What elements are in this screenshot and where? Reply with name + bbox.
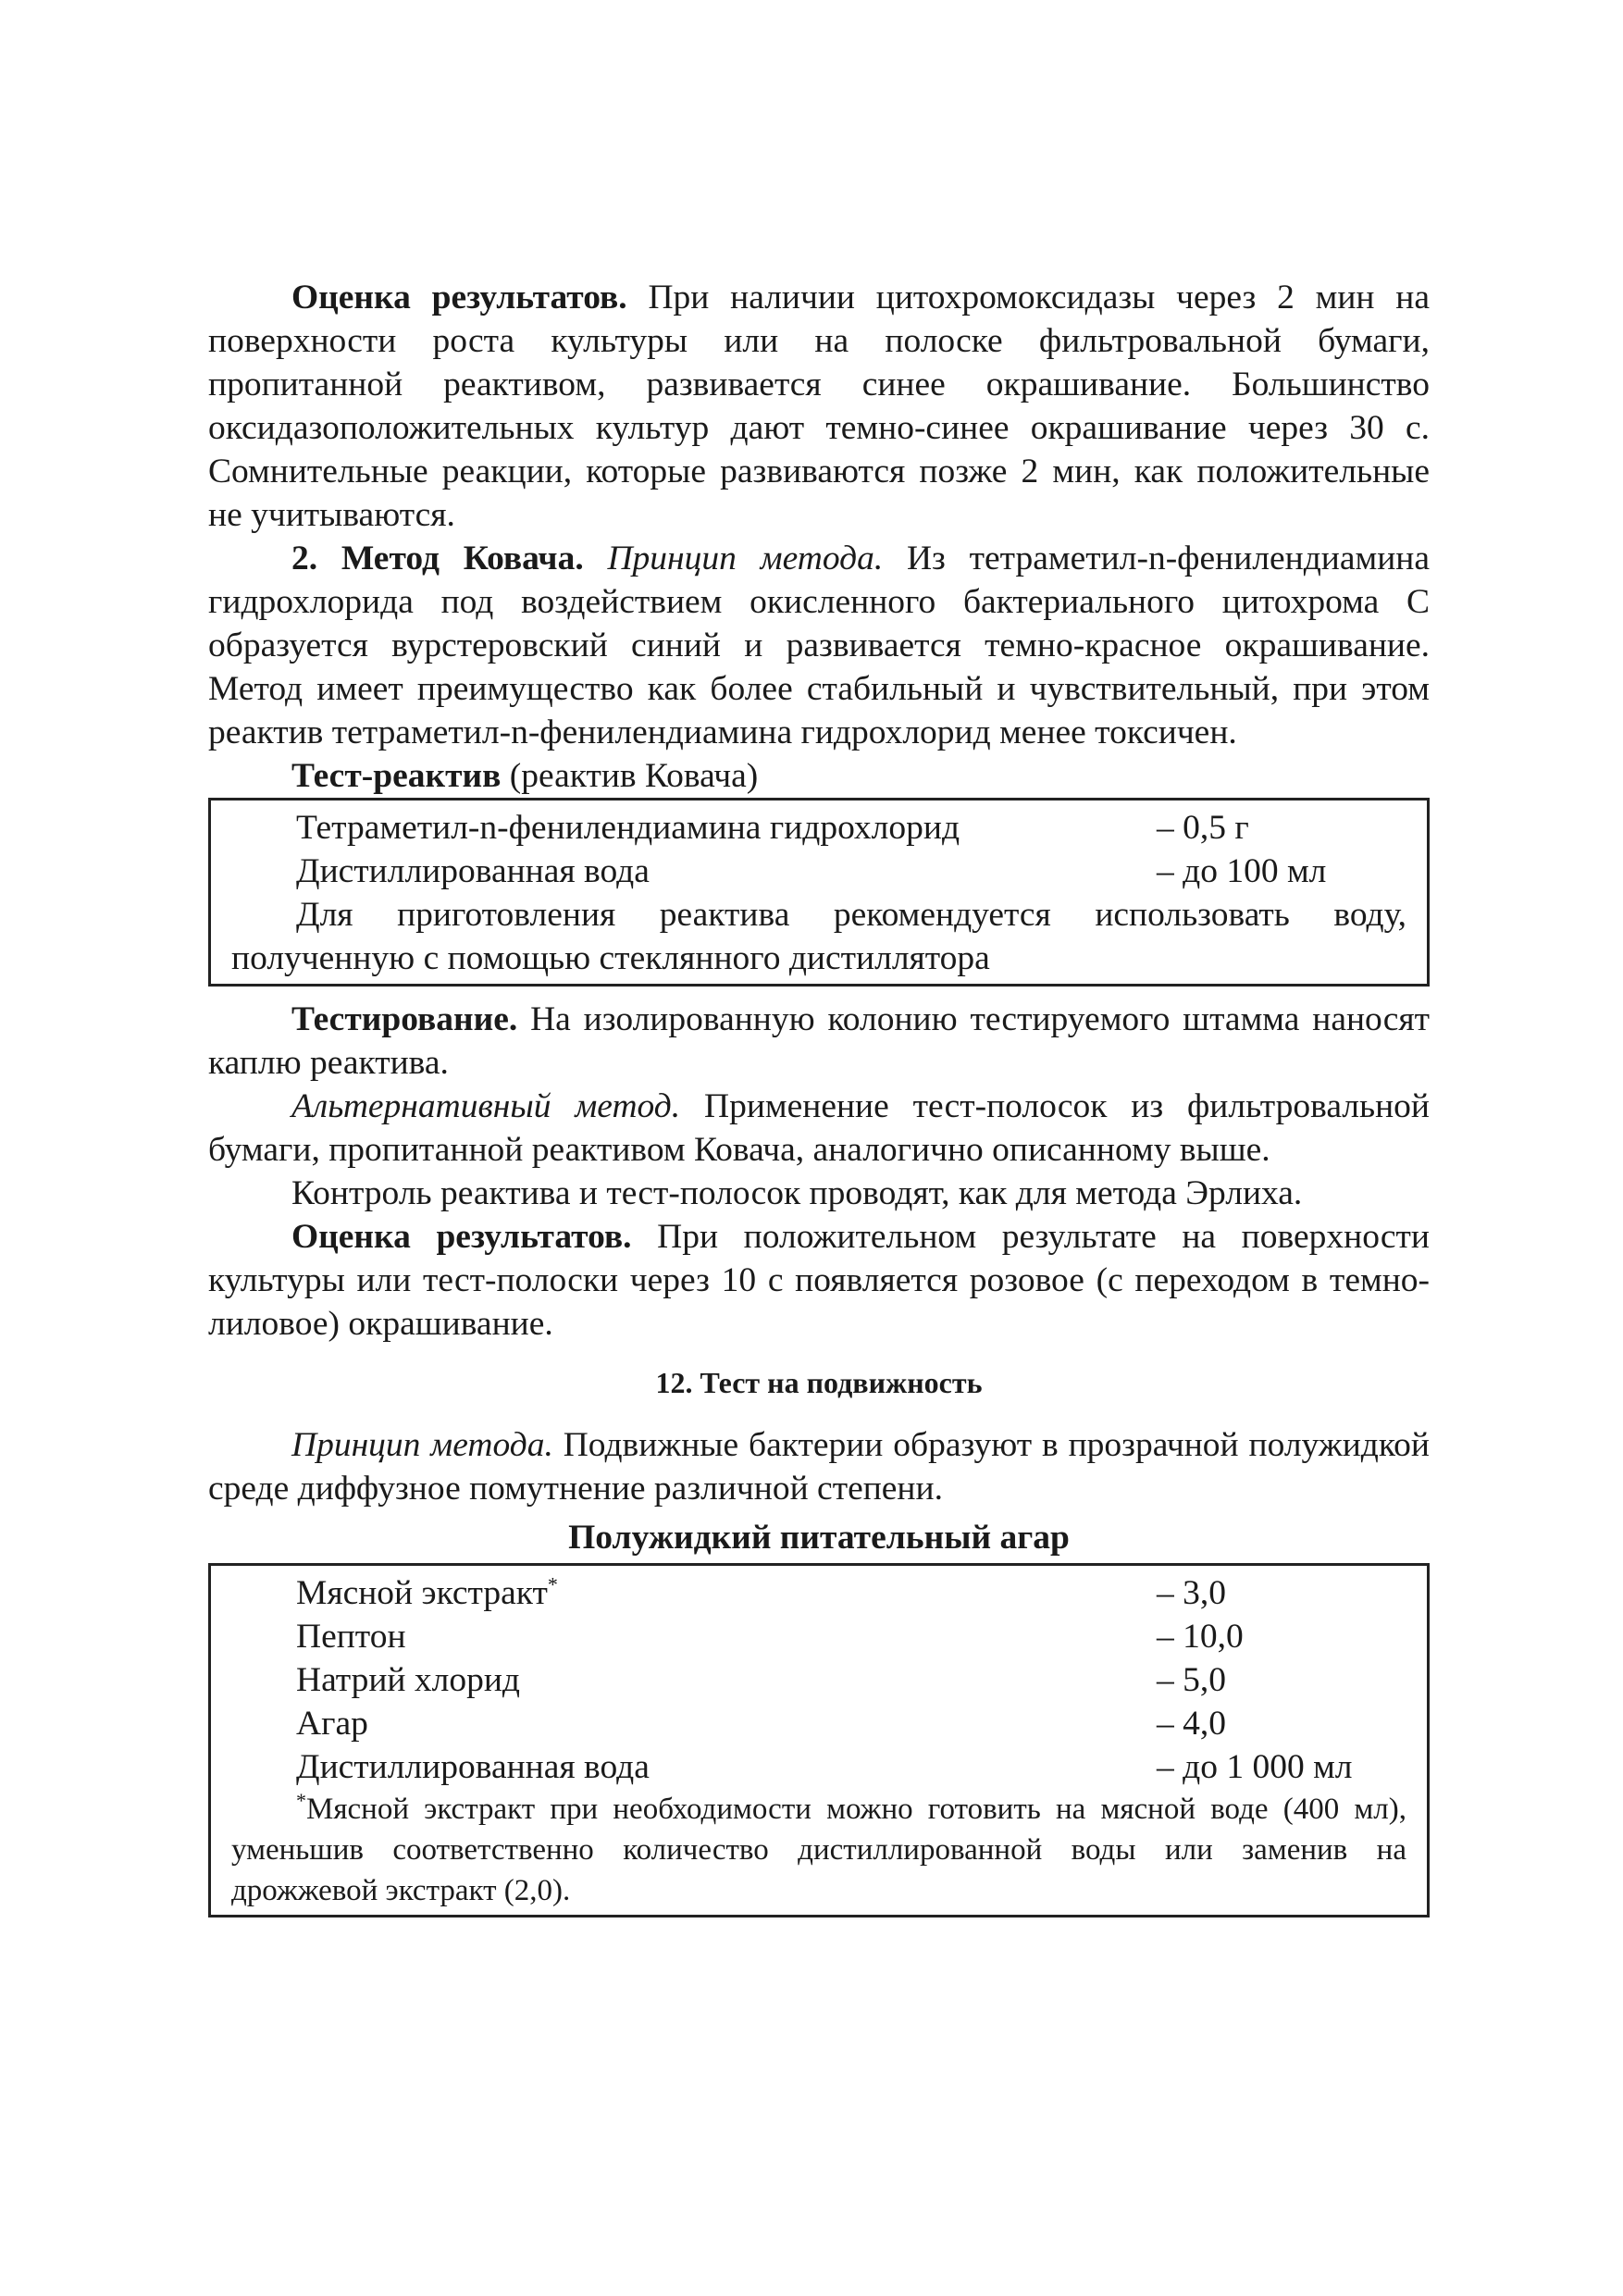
agar-row-name-text: Мясной экстракт	[296, 1574, 548, 1612]
paragraph-testing	[208, 998, 1430, 1085]
paragraph-italic: Принцип метода.	[583, 540, 884, 577]
footnote-mark: *	[296, 1789, 306, 1812]
paragraph-alternative	[208, 1085, 1430, 1172]
agar-title: Полужидкий питательный агар	[568, 1519, 1070, 1557]
section-title: 12. Тест на подвижность	[655, 1366, 983, 1399]
paragraph-control	[208, 1172, 1430, 1215]
paragraph-kovac-method	[208, 537, 1430, 754]
document-page	[208, 276, 1430, 1917]
agar-row-value: – до 1 000 мл	[1157, 1748, 1353, 1786]
reagent-heading-text: (реактив Ковача)	[501, 757, 759, 795]
reagent-row-value: – 0,5 г	[1157, 809, 1249, 847]
agar-row	[231, 1658, 1406, 1702]
reagent-row-name: Дистиллированная вода	[296, 852, 650, 890]
reagent-row	[231, 850, 1406, 893]
reagent-row	[231, 806, 1406, 850]
agar-row-value: – 4,0	[1157, 1705, 1226, 1743]
paragraph-italic: Альтернативный метод.	[291, 1087, 681, 1125]
agar-row	[231, 1571, 1406, 1615]
paragraph-motility-principle	[208, 1423, 1430, 1510]
reagent-note: Для приготовления реактива рекомендуется использовать воду, полученную с помощью стеклянного дистиллятора	[231, 896, 1406, 977]
agar-box	[208, 1563, 1430, 1917]
paragraph-text: При наличии цитохромоксидазы через 2 мин на поверхности роста культуры или на полоске фильтровальной бумаги, пропитанной реактивом, развивается синее окрашивание. Большинство оксидазоположительных культур дают темно-синее окрашивание через 30 с. Сомнительные реакции, которые развиваются позже 2 мин, как положительные не учитываются.	[208, 279, 1430, 534]
reagent-lead: Тест-реактив	[291, 757, 502, 795]
paragraph-italic: Принцип метода.	[291, 1426, 553, 1464]
reagent-row-name: Тетраметил-n-фенилендиамина гидрохлорид	[296, 809, 960, 847]
agar-row	[231, 1745, 1406, 1789]
agar-row	[231, 1615, 1406, 1658]
paragraph-text: Применение тест-полосок из фильтровальной бумаги, пропитанной реактивом Ковача, аналогично описанному выше.	[208, 1087, 1430, 1169]
paragraph-text: Контроль реактива и тест-полосок проводят, как для метода Эрлиха.	[291, 1174, 1303, 1212]
reagent-row-value: – до 100 мл	[1157, 852, 1327, 890]
paragraph-results-2	[208, 1215, 1430, 1346]
paragraph-text: При положительном результате на поверхности культуры или тест-полоски через 10 с появляется розовое (с переходом в темно-лиловое) окрашивание.	[208, 1218, 1430, 1343]
agar-row-name: Пептон	[296, 1618, 406, 1656]
paragraph-lead: Оценка результатов.	[291, 279, 627, 316]
agar-row	[231, 1702, 1406, 1745]
agar-row-name	[231, 1571, 1157, 1615]
paragraph-lead: Тестирование.	[291, 1000, 518, 1038]
footnote-mark: *	[547, 1572, 558, 1596]
reagent-box	[208, 798, 1430, 987]
paragraph-text: Из тетраметил-n-фенилендиамина гидрохлорида под воздействием окисленного бактериального цитохрома С образуется вурстеровский синий и развивается темно-красное окрашивание. Метод имеет преимущество как более стабильный и чувствительный, при этом реактив тетраметил-n-фенилендиамина гидрохлорид менее токсичен.	[208, 540, 1430, 751]
paragraph-text: Подвижные бактерии образуют в прозрачной полужидкой среде диффузное помутнение различной степени.	[208, 1426, 1430, 1508]
reagent-heading	[208, 754, 1430, 798]
agar-row-value: – 3,0	[1157, 1574, 1226, 1612]
agar-row-value: – 5,0	[1157, 1661, 1226, 1699]
agar-row-name: Агар	[296, 1705, 368, 1743]
agar-footnote-text: Мясной экстракт при необходимости можно готовить на мясной воде (400 мл), уменьшив соответственно количество дистиллированной воды или заменив на дрожжевой экстракт (2,0).	[231, 1793, 1406, 1907]
agar-row-value: – 10,0	[1157, 1618, 1244, 1656]
paragraph-lead: 2. Метод Ковача.	[291, 540, 584, 577]
agar-footnote	[231, 1789, 1406, 1911]
paragraph-text: На изолированную колонию тестируемого штамма наносят каплю реактива.	[208, 1000, 1430, 1082]
agar-row-name: Натрий хлорид	[296, 1661, 520, 1699]
paragraph-results-1	[208, 276, 1430, 537]
agar-row-name: Дистиллированная вода	[296, 1748, 650, 1786]
paragraph-lead: Оценка результатов.	[291, 1218, 632, 1256]
